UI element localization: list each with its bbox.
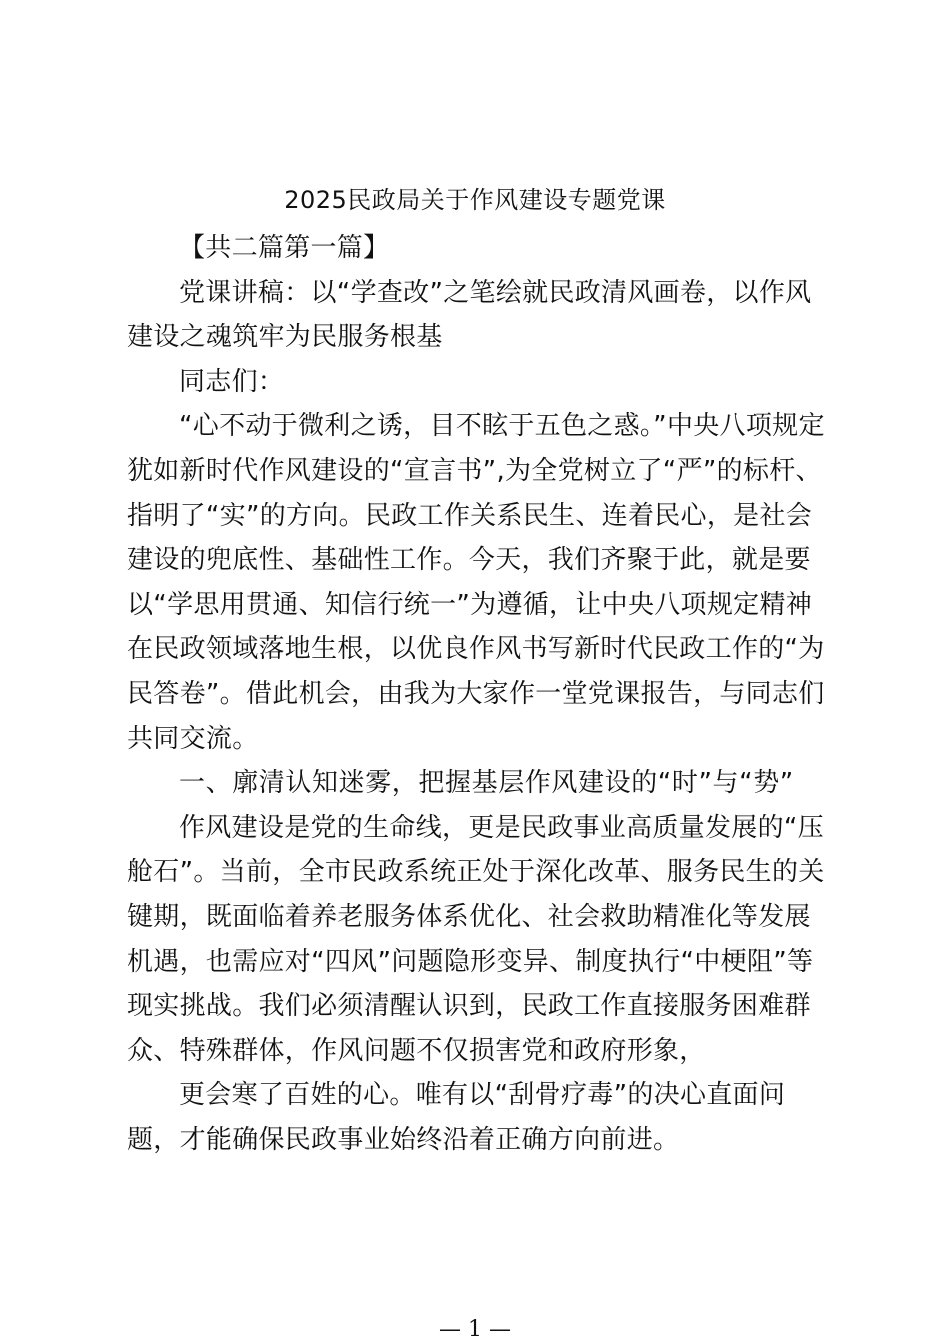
document-body	[127, 226, 833, 1162]
series-note: 【共二篇第一篇】	[179, 233, 390, 263]
page-number: — 1 —	[439, 1317, 511, 1342]
document-title: 2025民政局关于作风建设专题党课	[284, 186, 666, 214]
intro-paragraph: “心不动于微利之诱，目不眩于五色之惑。”中央八项规定犹如新时代作风建设的“宣言书”,为全党树立了“严”的标杆、指明了“实”的方向。民政工作关系民生、连着民心，是社会建设的兜底性、基础性工作。今天，我们齐聚于此，就是要以“学思用贯通、知信行统一”为遵循，让中央八项规定精神在民政领域落地生根，以优良作风书写新时代民政工作的“为民答卷”。借此机会，由我为大家作一堂党课报告，与同志们共同交流。	[127, 411, 825, 754]
body-paragraph: 更会寒了百姓的心。唯有以“刮骨疗毒”的决心直面问题，才能确保民政事业始终沿着正确方向前进。	[127, 1080, 786, 1155]
lecture-heading: 党课讲稿：以“学查改”之笔绘就民政清风画卷，以作风建设之魂筑牢为民服务根基	[127, 277, 812, 353]
section-heading-1: 一、廓清认知迷雾，把握基层作风建设的“时”与“势”	[179, 768, 794, 799]
salutation: 同志们：	[179, 366, 285, 397]
body-paragraph: 作风建设是党的生命线，更是民政事业高质量发展的“压舱石”。当前，全市民政系统正处于深化改革、服务民生的关键期，既面临着养老服务体系优化、社会救助精准化等发展机遇，也需应对“四风”问题隐形变异、制度执行“中梗阻”等现实挑战。我们必须清醒认识到，民政工作直接服务困难群众、特殊群体，作风问题不仅损害党和政府形象，	[127, 812, 825, 1066]
